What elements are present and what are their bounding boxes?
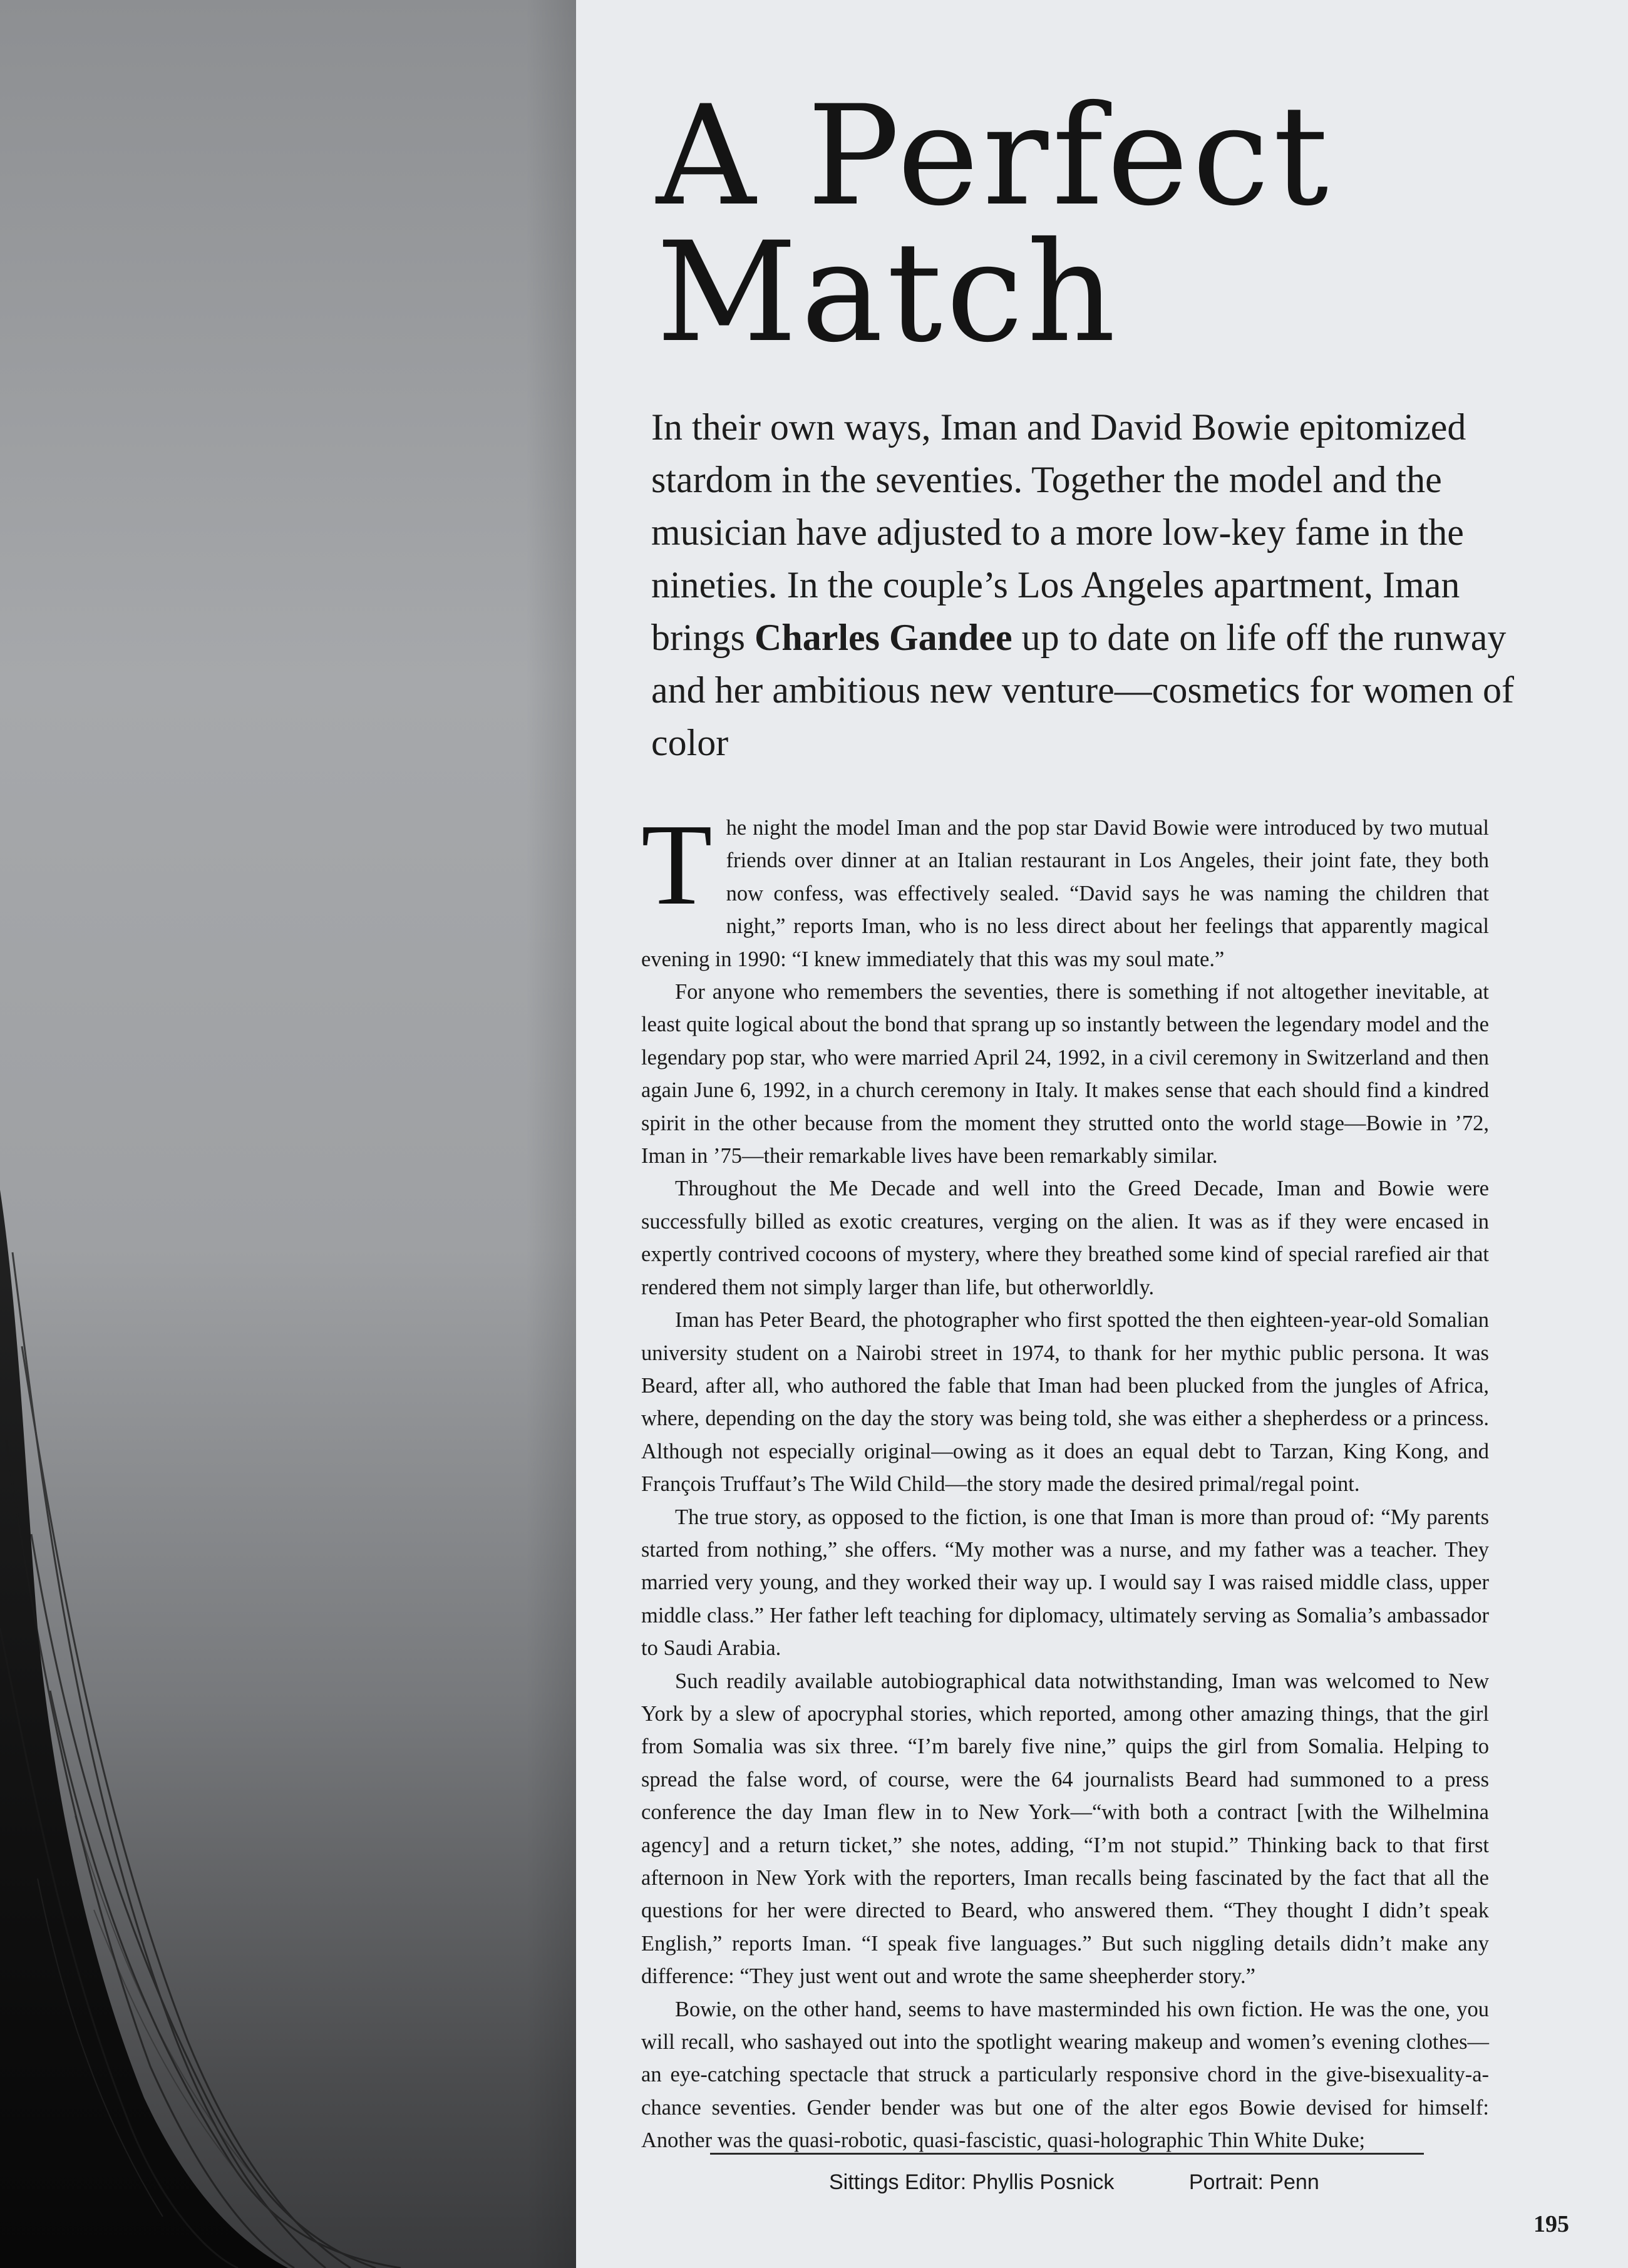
body-paragraph: Bowie, on the other hand, seems to have masterminded his own fiction. He was the one, you will recall, who sashayed out into the spotlight wearing makeup and women’s evening clothes—an eye-catching spectacle that struck a particularly responsive chord in the give-bisexuality-a-chance seventies. Gender bender was but one of the alter egos Bowie devised for himself: Another was the quasi-robotic, quasi-fascistic, quasi-holographic Thin White Duke; bbox=[641, 1997, 1489, 2153]
page-number: 195 bbox=[1533, 2211, 1569, 2237]
deck-text: In their own ways, Iman and David Bowie epitomized stardom in the seventies. Together the model and the musician have adjusted to a more low-key fame in the nineties. In the couple’s Los Angeles apartment, Iman brings bbox=[651, 406, 1466, 658]
photo-edge-shade bbox=[526, 0, 576, 2268]
paragraph-text: he night the model Iman and the pop star David Bowie were introduced by two mutual friends over dinner at an Italian restaurant in Los Angeles, their joint fate, they both now confess, was effectively sealed. “David says he was naming the children that night,” reports Iman, who is no less direct about her feelings that apparently magical evening in 1990: “I knew immediately that this was my soul mate.” bbox=[641, 816, 1489, 971]
deck-text-end: up to date on life off the runway and her ambitious new venture—cosmetics for women of color bbox=[651, 617, 1514, 763]
headline-line-2: Match bbox=[656, 212, 1120, 373]
article-page bbox=[576, 0, 1628, 2268]
credit-rule bbox=[710, 2153, 1424, 2155]
hair-silhouette bbox=[0, 0, 576, 2268]
body-paragraph: For anyone who remembers the seventies, there is something if not altogether inevitable, at least quite logical about the bond that sprang up so instantly between the legendary model and the legendary pop star, who were married April 24, 1992, in a civil ceremony in Switzerland and then again June 6, 1992, in a church ceremony in Italy. It makes sense that each should find a kindred spirit in the other because from the moment they strutted onto the world stage—Bowie in ’72, Iman in ’75—their remarkable lives have been remarkably similar. bbox=[641, 980, 1489, 1168]
body-paragraph bbox=[641, 800, 1489, 976]
deck bbox=[651, 401, 1540, 769]
headline bbox=[656, 76, 1583, 373]
body-paragraph: Throughout the Me Decade and well into the Greed Decade, Iman and Bowie were successfully billed as exotic creatures, verging on the alien. It was as if they were encased in expertly contrived cocoons of mystery, where they breathed some kind of special rarefied air that rendered them not simply larger than life, but otherworldly. bbox=[641, 1177, 1489, 1299]
portrait-photo bbox=[0, 0, 576, 2268]
body-copy bbox=[641, 800, 1489, 2157]
photo-credits bbox=[829, 2170, 1424, 2195]
body-paragraph: Iman has Peter Beard, the photographer who first spotted the then eighteen-year-old Somalian university student on a Nairobi street in 1974, to thank for her mythic public persona. It was Beard, after all, who authored the fable that Iman had been plucked from the jungles of Africa, where, depending on the day the story was being told, she was either a shepherdess or a princess. Although not especially original—owing as it does an equal debt to Tarzan, King Kong, and François Truffaut’s The Wild Child—the story made the desired primal/regal point. bbox=[641, 1308, 1489, 1497]
sittings-editor-credit: Sittings Editor: Phyllis Posnick bbox=[829, 2170, 1115, 2194]
drop-cap: T bbox=[641, 800, 713, 929]
portrait-credit: Portrait: Penn bbox=[1188, 2170, 1319, 2194]
body-paragraph: Such readily available autobiographical data notwithstanding, Iman was welcomed to New York by a slew of apocryphal stories, which reported, among other amazing things, that the girl from Somalia was six three. “I’m barely five nine,” quips the girl from Somalia. Helping to spread the false word, of course, were the 64 journalists Beard had summoned to a press conference the day Iman flew in to New York—“with both a contract [with the Wilhelmina agency] and a return ticket,” she notes, adding, “I’m not stupid.” Thinking back to that first afternoon in New York with the reporters, Iman recalls being fascinated by the fact that all the questions for her were directed to Beard, who answered them. “They thought I didn’t speak English,” reports Iman. “I speak five languages.” But such niggling details didn’t make any difference: “They just went out and wrote the same sheepherder story.” bbox=[641, 1669, 1489, 1989]
author-name: Charles Gandee bbox=[755, 617, 1012, 658]
headline-line-1: A Perfect bbox=[656, 76, 1332, 236]
body-paragraph: The true story, as opposed to the fiction, is one that Iman is more than proud of: “My parents started from nothing,” she offers. “My mother was a nurse, and my father was a teacher. They married very young, and they worked their way up. I would say I was raised middle class, upper middle class.” Her father left teaching for diplomacy, ultimately serving as Somalia’s ambassador to Saudi Arabia. bbox=[641, 1505, 1489, 1661]
